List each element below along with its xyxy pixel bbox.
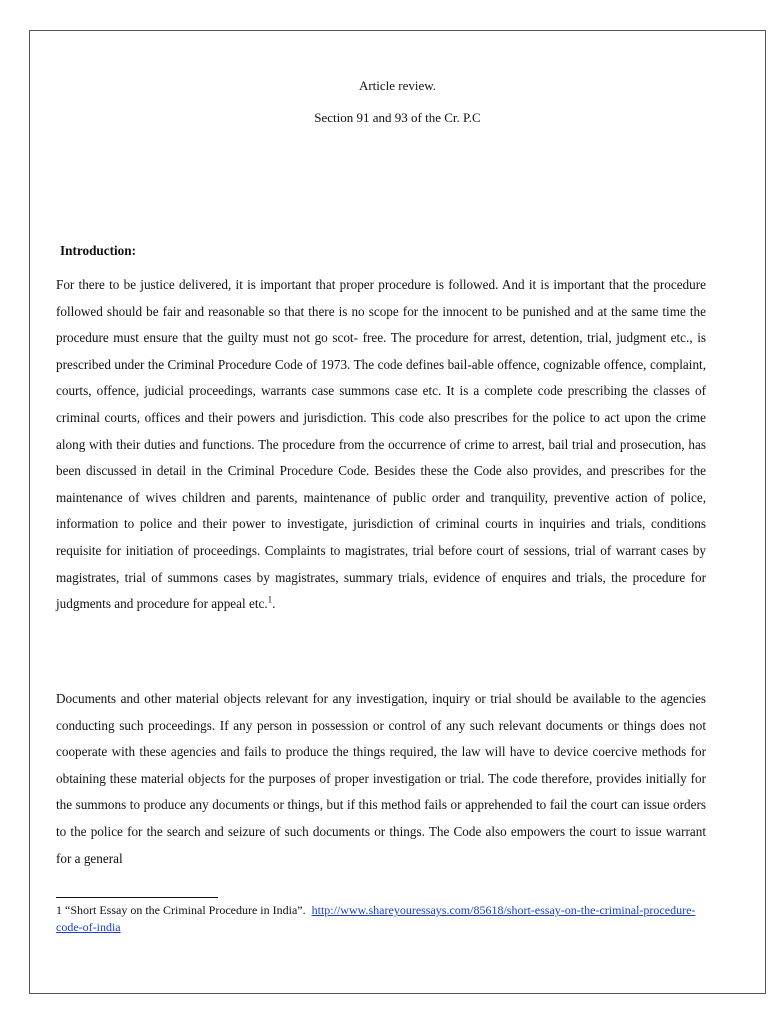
- footnote-separator: [56, 897, 218, 898]
- footnote-text: “Short Essay on the Criminal Procedure in India”.: [65, 903, 306, 917]
- body-paragraph-2: Documents and other material objects relevant for any investigation, inquiry or trial should be available to the agencies conducting such proceedings. If any person in possession or control of any such relevant documents or things does not cooperate with these agencies and fails to produce the things required, the law will have to device coercive methods for obtaining these material objects for the purposes of proper investigation or trial. The code therefore, provides initially for the summons to produce any documents or things, but if this method fails or apprehended to fail the court can issue orders to the police for the search and seizure of such documents or things. The Code also empowers the court to issue warrant for a general: [56, 691, 706, 866]
- document-subtitle: Section 91 and 93 of the Cr. P.C: [314, 110, 481, 125]
- footnote-reference[interactable]: 1: [267, 594, 273, 605]
- paragraph-1-text: For there to be justice delivered, it is important that proper procedure is followed. And it is important that the procedure followed should be fair and reasonable so that there is no scope for the innocent to be punished and at the same time the procedure must ensure that the guilty must not go scot- free. The procedure for arrest, detention, trial, judgment etc., is prescribed under the Criminal Procedure Code of 1973. The code defines bail-able offence, cognizable offence, complaint, courts, offence, judicial proceedings, warrants case summons case etc. It is a complete code prescribing the classes of criminal courts, offices and their powers and jurisdiction. This code also prescribes for the police to act upon the crime along with their duties and functions. The procedure from the occurrence of crime to arrest, bail trial and prosecution, has been discussed in detail in the Criminal Procedure Code. Besides these the Code also provides, and prescribes for the maintenance of wives children and parents, maintenance of public order and tranquility, preventive action of police, information to police and their power to investigate, jurisdiction of criminal courts in inquiries and trials, conditions requisite for initiation of proceedings. Complaints to magistrates, trial before court of sessions, trial of warrant cases by magistrates, trial of summons cases by magistrates, summary trials, evidence of enquires and trials, the procedure for judgments and procedure for appeal etc.: [56, 277, 706, 612]
- footnote: [56, 902, 706, 936]
- paragraph-1-end: .: [272, 596, 276, 612]
- document-page: [29, 30, 766, 994]
- section-heading-introduction: Introduction:: [60, 243, 136, 258]
- footnote-link[interactable]: http://www.shareyouressays.com/85618/short-essay-on-the-criminal-procedure-code-of-india: [56, 903, 696, 934]
- body-paragraph-1: [56, 272, 706, 618]
- footnote-number: 1: [56, 903, 62, 917]
- document-title: Article review.: [358, 78, 437, 93]
